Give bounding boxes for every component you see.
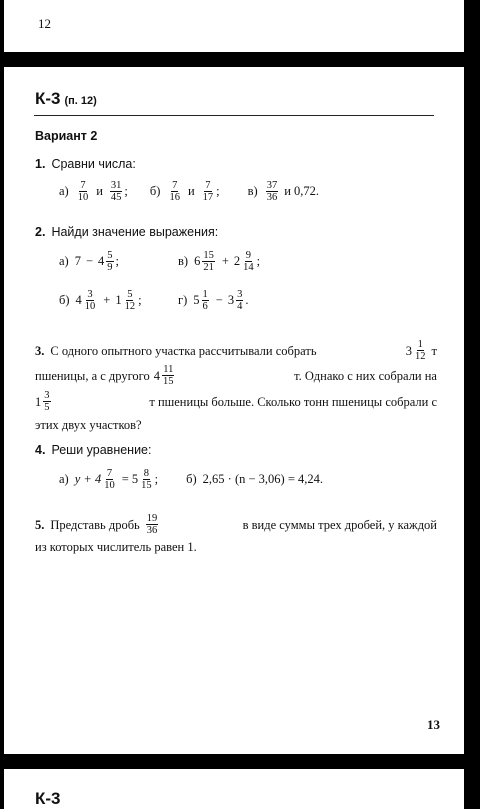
item-label: а) — [59, 184, 69, 198]
task-4-items — [59, 468, 323, 491]
fraction — [242, 250, 255, 273]
denominator: 36 — [146, 525, 158, 536]
task-5-line-2 — [35, 537, 437, 557]
page-number: 12 — [38, 16, 51, 31]
numerator: 3 — [44, 390, 50, 401]
item-label: б) — [186, 472, 197, 486]
fraction — [236, 289, 243, 312]
task-1-items — [59, 180, 319, 203]
whole-part: 6 — [194, 254, 201, 268]
denominator: 15 — [141, 480, 152, 491]
task-title: Сравни числа: — [51, 157, 136, 171]
task-number: 5. — [35, 517, 45, 532]
section-header — [35, 89, 97, 109]
previous-page — [4, 0, 464, 52]
task-2g — [178, 289, 248, 312]
fraction — [168, 180, 181, 203]
task-text: этих двух участков? — [35, 418, 142, 432]
item-label: а) — [59, 254, 69, 268]
task-text: из которых числитель равен 1. — [35, 540, 197, 554]
punct: ; — [115, 254, 120, 268]
punct: ; — [138, 293, 142, 307]
numerator: 5 — [107, 250, 113, 261]
denominator: 15 — [163, 376, 174, 387]
task-2a — [59, 250, 119, 273]
task-title: Реши уравнение: — [51, 443, 152, 457]
task-number: 1. — [35, 157, 46, 171]
task-3-line-4 — [35, 415, 437, 435]
denominator: 16 — [169, 192, 180, 203]
task-5 — [35, 513, 437, 559]
task-3-line-2 — [35, 364, 437, 387]
fraction — [84, 289, 97, 312]
numerator: 15 — [203, 250, 214, 261]
section-code: К-3 — [35, 89, 61, 108]
task-1b — [150, 180, 220, 203]
numerator: 8 — [143, 468, 150, 479]
item-label: в) — [247, 184, 258, 198]
whole-part: 1 — [115, 293, 122, 307]
numerator: 7 — [172, 180, 178, 191]
operator: − — [215, 293, 223, 307]
fraction — [43, 390, 50, 413]
variant-title: Вариант 2 — [35, 129, 98, 143]
denominator: 36 — [266, 192, 278, 203]
task-3-line-3 — [35, 390, 437, 413]
numerator: 11 — [163, 364, 174, 375]
whole-part: 1 — [35, 394, 42, 409]
task-1c — [248, 180, 319, 203]
punct: ; — [154, 472, 159, 486]
denominator: 6 — [202, 301, 208, 312]
task-3-line-1 — [35, 339, 437, 362]
whole-part: 5 — [193, 293, 200, 307]
whole-part: 4 — [98, 254, 105, 268]
unit: т — [431, 343, 437, 358]
denominator: 10 — [77, 192, 89, 203]
whole-part: 4 — [75, 293, 82, 307]
page-number: 13 — [427, 717, 440, 732]
denominator: 10 — [84, 301, 96, 312]
task-text: т пшеницы больше. Сколько тонн пшеницы собрали с — [149, 394, 437, 409]
task-title: Найди значение выражения: — [51, 225, 219, 239]
item-label: б) — [149, 184, 161, 198]
punct: ; — [256, 254, 261, 268]
whole-part: 3 — [405, 343, 413, 358]
item-label: в) — [178, 254, 189, 268]
fraction — [202, 250, 215, 273]
conjunction: и — [96, 184, 103, 198]
task-1-heading — [35, 157, 136, 171]
fraction — [77, 180, 90, 203]
task-text: в виде суммы трех дробей, у каждой — [242, 517, 437, 532]
task-3 — [35, 339, 437, 431]
item-text: и 0,72. — [284, 184, 320, 198]
task-text: С одного опытного участка рассчитывали собрать — [50, 343, 317, 358]
denominator: 9 — [107, 262, 113, 273]
denominator: 21 — [203, 262, 214, 273]
numerator: 7 — [80, 180, 86, 191]
fraction — [140, 468, 153, 491]
numerator: 1 — [417, 339, 423, 350]
number: 7 — [74, 254, 81, 268]
numerator: 3 — [237, 289, 243, 300]
task-1a — [59, 180, 128, 203]
denominator: 4 — [237, 301, 243, 312]
denominator: 5 — [44, 402, 50, 413]
task-number: 2. — [35, 225, 46, 239]
numerator: 1 — [202, 289, 208, 300]
punct: . — [245, 293, 249, 307]
task-4-heading — [35, 443, 151, 457]
task-number: 3. — [35, 343, 45, 358]
operator: − — [85, 254, 94, 268]
document-page — [4, 67, 464, 754]
section-sub: (п. 12) — [64, 95, 97, 107]
next-page — [4, 769, 464, 809]
task-2b — [59, 289, 142, 312]
next-section-code: К-3 — [35, 789, 61, 808]
expression: = 5 — [121, 472, 139, 486]
conjunction: и — [187, 184, 195, 198]
item-label: а) — [59, 472, 69, 486]
fraction — [414, 339, 427, 362]
denominator: 14 — [243, 262, 254, 273]
fraction — [162, 364, 175, 387]
numerator: 3 — [87, 289, 93, 300]
expression: y + 4 — [74, 472, 102, 486]
numerator: 7 — [205, 180, 211, 191]
whole-part: 2 — [233, 254, 241, 268]
operator: + — [103, 293, 111, 307]
expression: 2,65 · (n − 3,06) = 4,24. — [202, 472, 323, 486]
punct: ; — [216, 184, 220, 198]
fraction — [103, 468, 116, 491]
whole-part: 4 — [153, 368, 161, 383]
task-4a — [59, 468, 158, 491]
numerator: 31 — [110, 180, 122, 191]
fraction — [266, 180, 279, 203]
task-5-line-1 — [35, 513, 437, 536]
numerator: 37 — [266, 180, 278, 191]
task-text: пшеницы, а с другого — [35, 368, 150, 383]
fraction — [202, 289, 209, 312]
task-2-heading — [35, 225, 218, 239]
denominator: 12 — [124, 301, 136, 312]
denominator: 17 — [202, 192, 214, 203]
denominator: 45 — [110, 192, 122, 203]
task-2v — [178, 250, 260, 273]
numerator: 7 — [106, 468, 113, 479]
denominator: 12 — [415, 351, 426, 362]
fraction — [124, 289, 137, 312]
task-number: 4. — [35, 443, 46, 457]
numerator: 19 — [146, 513, 158, 524]
punct: ; — [124, 184, 128, 198]
task-text: т. Однако с них собрали на — [294, 368, 437, 383]
numerator: 5 — [127, 289, 133, 300]
numerator: 9 — [245, 250, 252, 261]
task-4b — [186, 472, 323, 487]
operator: + — [221, 254, 229, 268]
item-label: г) — [178, 293, 188, 307]
fraction — [106, 250, 113, 273]
fraction — [202, 180, 215, 203]
item-label: б) — [59, 293, 70, 307]
fraction — [110, 180, 123, 203]
task-text: Представь дробь — [50, 517, 140, 532]
fraction — [146, 513, 159, 536]
whole-part: 3 — [227, 293, 235, 307]
denominator: 10 — [104, 480, 115, 491]
header-rule — [34, 115, 434, 116]
